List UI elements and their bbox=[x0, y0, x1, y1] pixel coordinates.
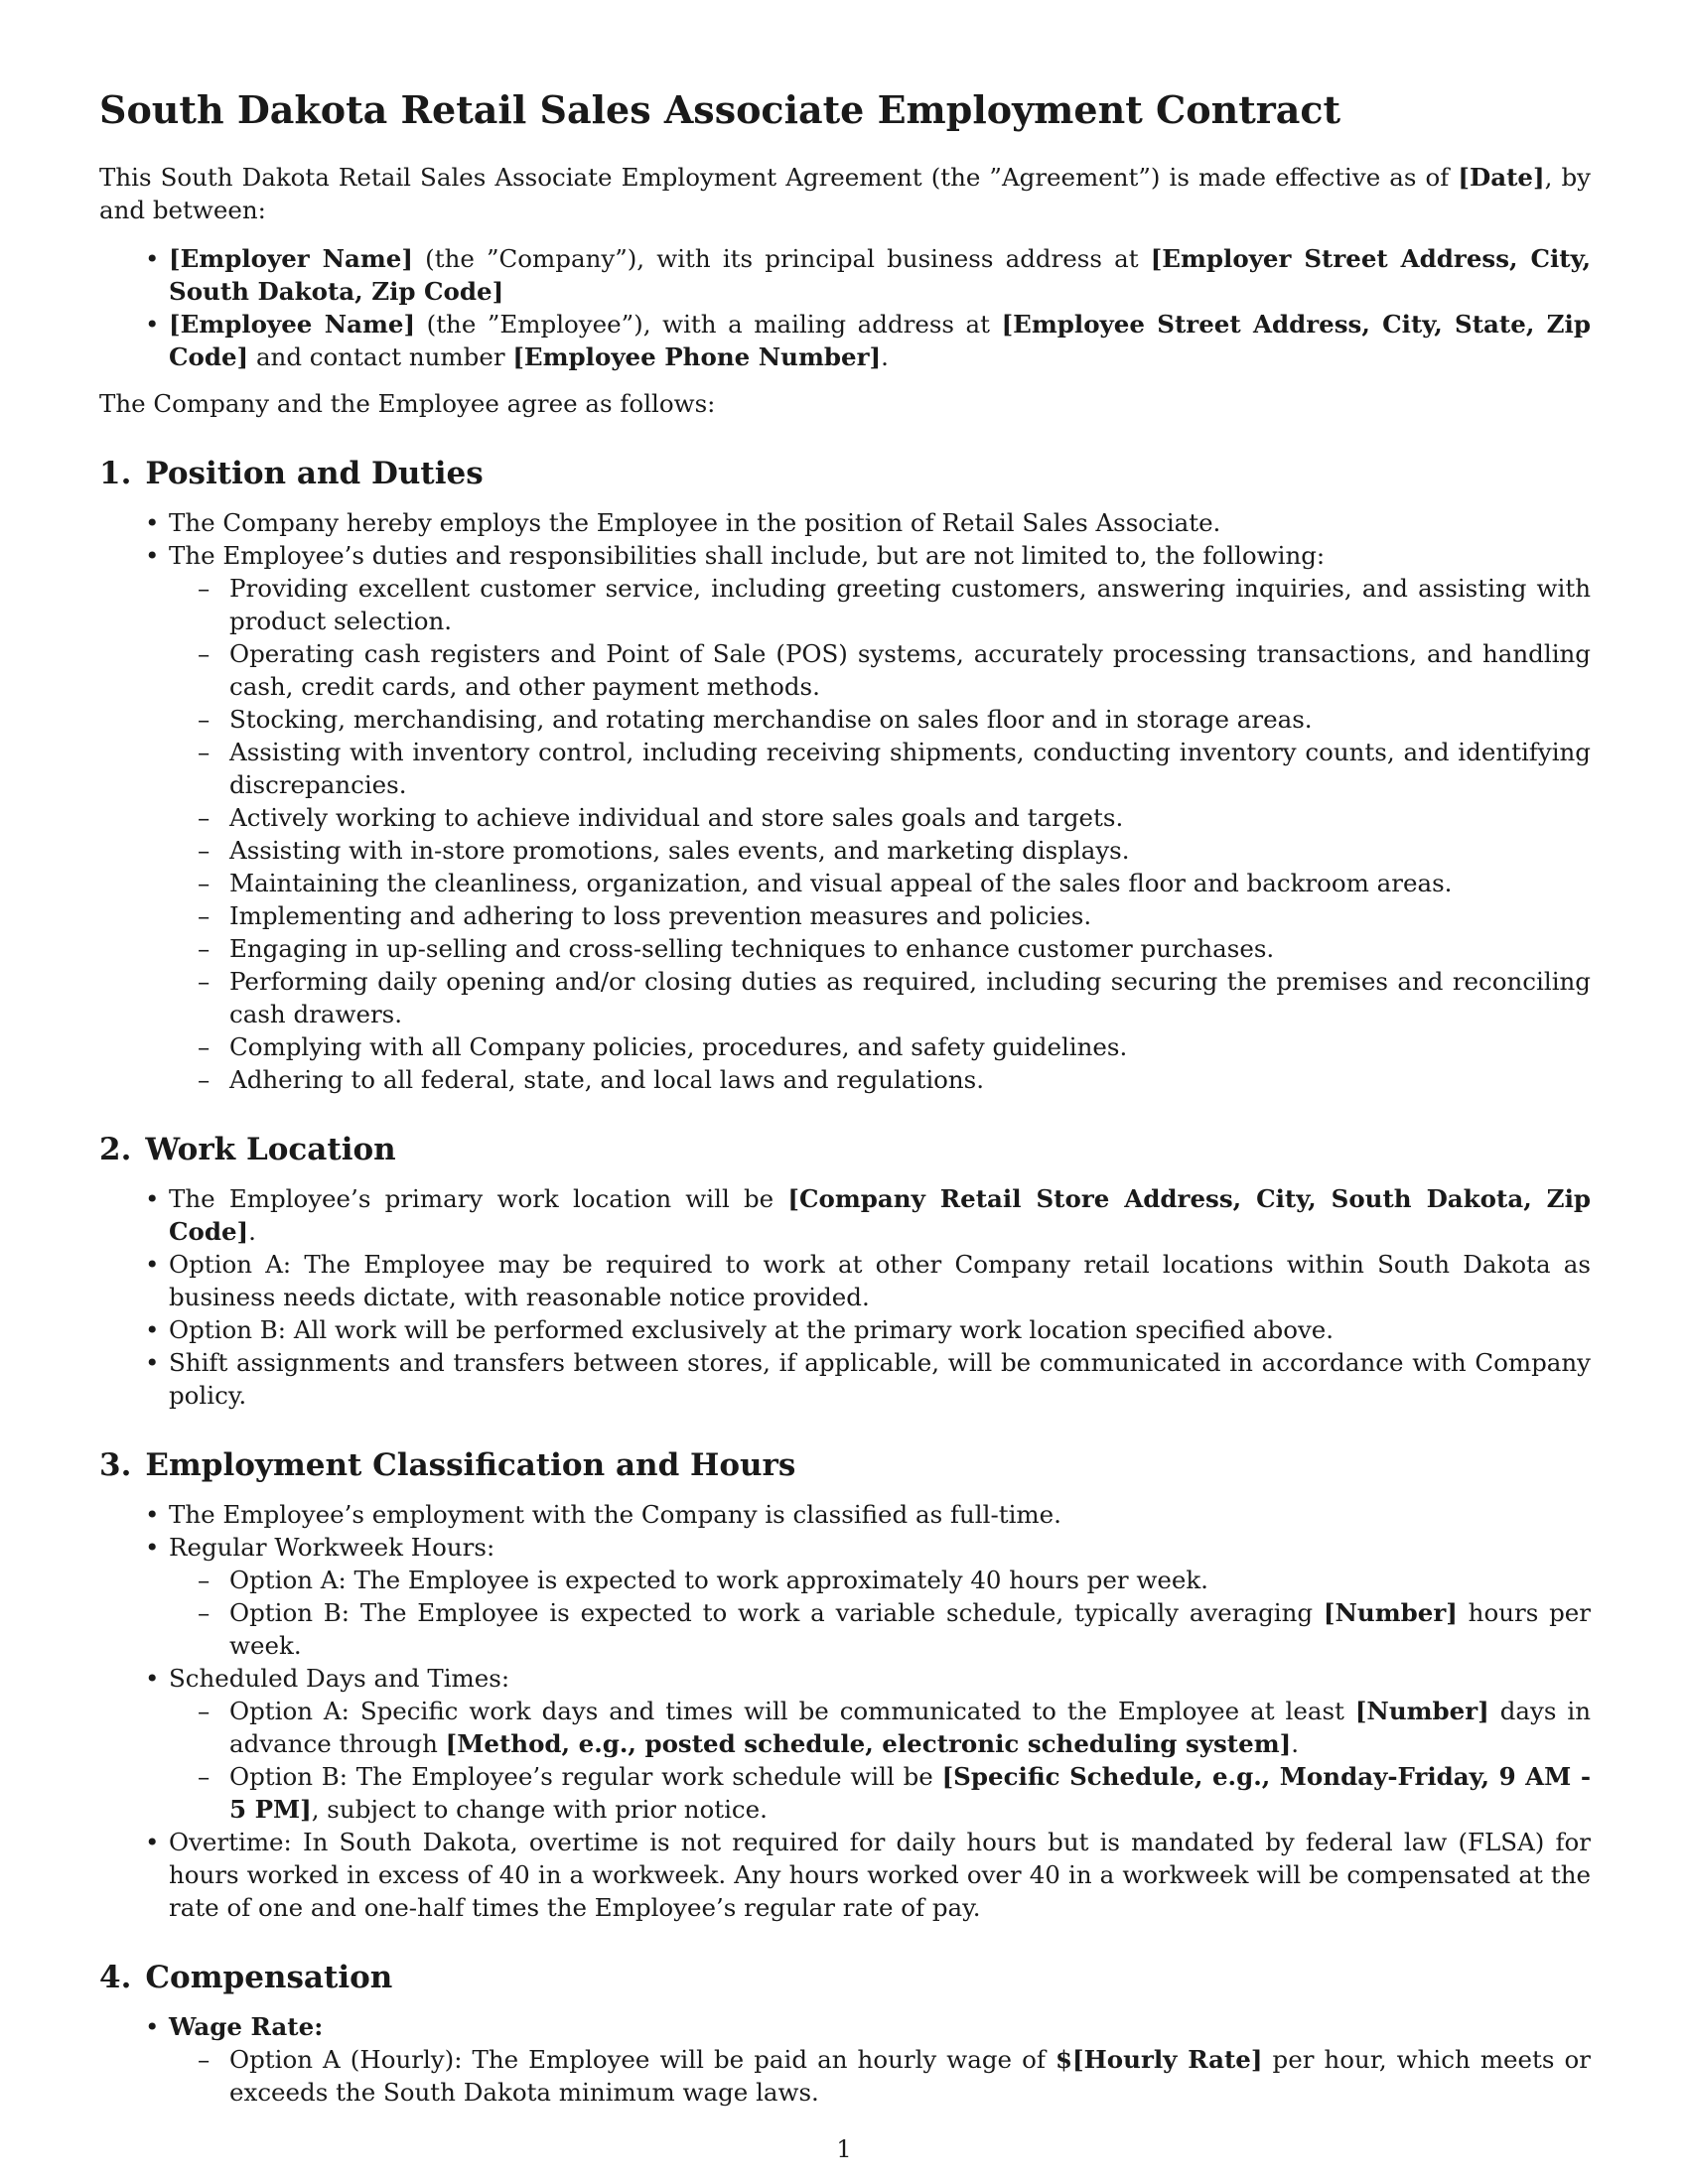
duty-item: – Actively working to achieve individual and store sales goals and targets. bbox=[169, 801, 1591, 834]
days-options bbox=[169, 1695, 1591, 1826]
days-option-a bbox=[169, 1695, 1591, 1760]
duty-item: – Assisting with in-store promotions, sales events, and marketing displays. bbox=[169, 834, 1591, 867]
hours-number-placeholder: [Number] bbox=[1323, 1598, 1458, 1628]
employer-address-placeholder: [Employer Street Address, City, South Dakota, Zip Code] bbox=[169, 243, 1591, 306]
section-4-heading bbox=[99, 1960, 1591, 1996]
section-4-list bbox=[99, 2010, 1591, 2109]
section-3-heading bbox=[99, 1447, 1591, 1484]
section-1-item bbox=[99, 539, 1591, 1096]
intro-text: This South Dakota Retail Sales Associate Employment Agreement (the ”Agreement”) is made effective as of bbox=[99, 162, 1459, 192]
agree-paragraph: The Company and the Employee agree as follows: bbox=[99, 388, 716, 418]
section-2-number: 2. bbox=[99, 1131, 132, 1167]
days-option-b bbox=[169, 1760, 1591, 1826]
document-page bbox=[99, 87, 1591, 2122]
hours-option-b-text: Option B: The Employee is expected to work a variable schedule, typically averaging bbox=[229, 1598, 1324, 1628]
section-1-title: Position and Duties bbox=[145, 455, 484, 491]
section-3-item bbox=[99, 1531, 1591, 1662]
wage-rate-label: Wage Rate: bbox=[169, 2012, 324, 2042]
section-3-item bbox=[99, 1662, 1591, 1826]
store-address-placeholder: [Company Retail Store Address, City, South Dakota, Zip Code] bbox=[169, 1183, 1592, 1246]
section-1-heading bbox=[99, 456, 1591, 492]
duty-item: – Maintaining the cleanliness, organization, and visual appeal of the sales floor and backroom areas. bbox=[169, 867, 1591, 899]
section-2-list bbox=[99, 1182, 1591, 1412]
wage-option-a-end: per hour, which meets or exceeds the South Dakota minimum wage laws. bbox=[229, 2045, 1591, 2108]
days-option-a-end: . bbox=[1291, 1729, 1300, 1759]
employee-text: (the ”Employee”), with a mailing address at bbox=[415, 309, 1002, 339]
intro-text-end: , by and between: bbox=[99, 162, 1591, 224]
days-number-placeholder: [Number] bbox=[1354, 1697, 1489, 1726]
employee-phone-placeholder: [Employee Phone Number] bbox=[512, 341, 882, 371]
section-1-item: • The Company hereby employs the Employee in the position of Retail Sales Associate. bbox=[99, 506, 1591, 539]
hours-option-a: – Option A: The Employee is expected to work approximately 40 hours per week. bbox=[169, 1564, 1591, 1596]
section-1-number: 1. bbox=[99, 455, 132, 491]
page-number: 1 bbox=[836, 2135, 852, 2163]
employer-text: (the ”Company”), with its principal business address at bbox=[413, 243, 1151, 273]
days-label: Scheduled Days and Times: bbox=[169, 1664, 510, 1694]
wage-options bbox=[169, 2043, 1591, 2109]
wage-option-a bbox=[169, 2043, 1591, 2109]
schedule-placeholder: [Specific Schedule, e.g., Monday-Friday, 9 AM - 5 PM] bbox=[229, 1762, 1591, 1825]
duty-item: – Performing daily opening and/or closing duties as required, including securing the premises and reconciling cash drawers. bbox=[169, 965, 1591, 1030]
section-3-list bbox=[99, 1498, 1591, 1924]
section-2-heading bbox=[99, 1132, 1591, 1168]
duty-item: – Providing excellent customer service, including greeting customers, answering inquiries, and assisting with product selection. bbox=[169, 572, 1591, 637]
employee-party bbox=[99, 308, 1591, 373]
parties-list bbox=[99, 242, 1591, 373]
section-3-number: 3. bbox=[99, 1446, 132, 1483]
days-option-b-end: , subject to change with prior notice. bbox=[311, 1795, 768, 1825]
section-3-title: Employment Classification and Hours bbox=[145, 1446, 796, 1483]
section-2-item: • Option B: All work will be performed exclusively at the primary work location specified above. bbox=[99, 1313, 1591, 1346]
employee-address-placeholder: [Employee Street Address, City, State, Zip Code] bbox=[169, 309, 1591, 371]
duty-item: – Complying with all Company policies, procedures, and safety guidelines. bbox=[169, 1030, 1591, 1063]
hours-option-b-end: hours per week. bbox=[229, 1598, 1591, 1661]
page-title: South Dakota Retail Sales Associate Employment Contract bbox=[99, 87, 1341, 132]
date-placeholder: [Date] bbox=[1458, 162, 1545, 192]
location-text-end: . bbox=[248, 1216, 256, 1246]
duty-item: – Assisting with inventory control, including receiving shipments, conducting inventory counts, and identifying discrepancies. bbox=[169, 736, 1591, 801]
duty-item: – Implementing and adhering to loss prevention measures and policies. bbox=[169, 899, 1591, 932]
section-4-title: Compensation bbox=[145, 1960, 393, 1996]
hourly-rate-placeholder: $[Hourly Rate] bbox=[1055, 2045, 1263, 2075]
duty-item: – Engaging in up-selling and cross-selling techniques to enhance customer purchases. bbox=[169, 932, 1591, 965]
hours-options bbox=[169, 1564, 1591, 1662]
duty-item: – Adhering to all federal, state, and local laws and regulations. bbox=[169, 1063, 1591, 1096]
duty-item: – Operating cash registers and Point of Sale (POS) systems, accurately processing transactions, and handling cash, credit cards, and other payment methods. bbox=[169, 637, 1591, 703]
section-1-list bbox=[99, 506, 1591, 1096]
section-2-item: • Shift assignments and transfers between stores, if applicable, will be communicated in accordance with Company policy. bbox=[99, 1346, 1591, 1412]
method-placeholder: [Method, e.g., posted schedule, electronic scheduling system] bbox=[445, 1729, 1292, 1759]
duties-intro: The Employee’s duties and responsibilities shall include, but are not limited to, the following: bbox=[169, 540, 1326, 570]
wage-option-a-text: Option A (Hourly): The Employee will be paid an hourly wage of bbox=[229, 2045, 1055, 2075]
employer-party bbox=[99, 242, 1591, 308]
section-3-item: • Overtime: In South Dakota, overtime is not required for daily hours but is mandated by federal law (FLSA) for hours worked in excess of 40 in a workweek. Any hours worked over 40 in a workweek will be compensated at the rate of one and one-half times the Employee’s regular rate of pay. bbox=[99, 1826, 1591, 1924]
section-4-number: 4. bbox=[99, 1960, 132, 1996]
section-2-item bbox=[99, 1182, 1591, 1248]
section-3-item: • The Employee’s employment with the Company is classified as full-time. bbox=[99, 1498, 1591, 1531]
days-option-a-text: Option A: Specific work days and times will be communicated to the Employee at least bbox=[229, 1697, 1355, 1726]
employee-text-2: and contact number bbox=[248, 341, 513, 371]
days-option-a-text-2: days in advance through bbox=[229, 1697, 1591, 1759]
employer-name-placeholder: [Employer Name] bbox=[169, 243, 413, 273]
employee-name-placeholder: [Employee Name] bbox=[169, 309, 416, 339]
section-2-item: • Option A: The Employee may be required to work at other Company retail locations within South Dakota as business needs dictate, with reasonable notice provided. bbox=[99, 1248, 1591, 1313]
duty-item: – Stocking, merchandising, and rotating merchandise on sales floor and in storage areas. bbox=[169, 703, 1591, 736]
days-option-b-text: Option B: The Employee’s regular work schedule will be bbox=[229, 1762, 942, 1792]
location-text: The Employee’s primary work location will be bbox=[169, 1183, 788, 1213]
section-2-title: Work Location bbox=[145, 1131, 396, 1167]
intro-paragraph bbox=[99, 161, 1591, 226]
hours-option-b bbox=[169, 1596, 1591, 1662]
hours-label: Regular Workweek Hours: bbox=[169, 1533, 495, 1563]
section-4-item bbox=[99, 2010, 1591, 2109]
duties-list bbox=[169, 572, 1591, 1096]
employee-text-3: . bbox=[881, 341, 889, 371]
